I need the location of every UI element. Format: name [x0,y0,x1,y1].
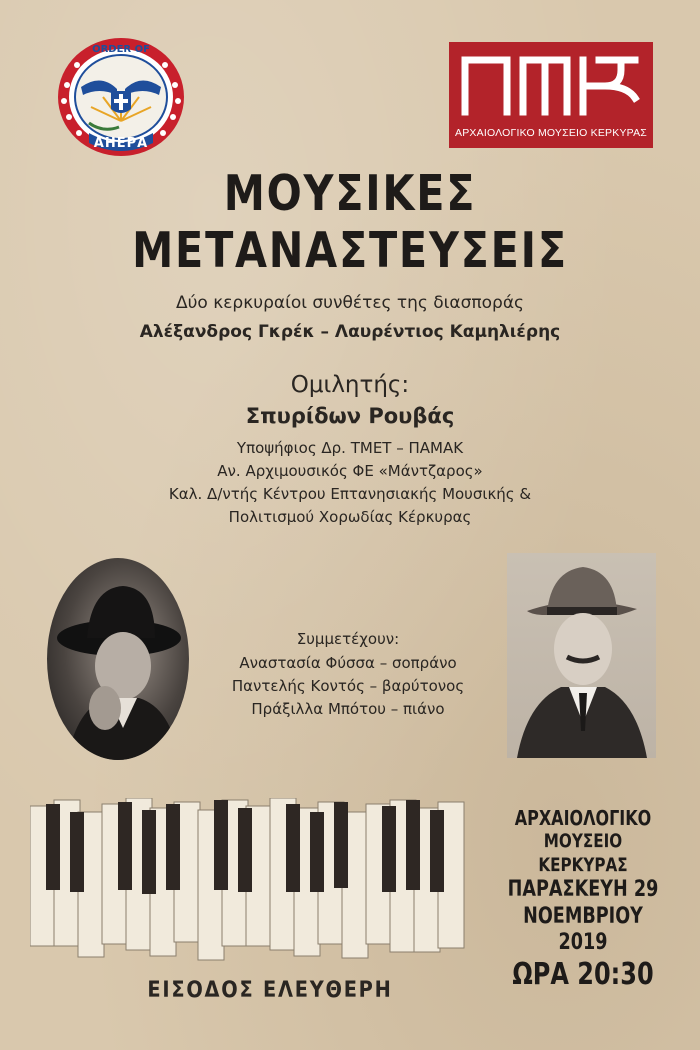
speaker-name: Σπυρίδων Ρουβάς [245,404,455,428]
portrait-right [507,553,656,758]
speaker-credential: Καλ. Δ/ντής Κέντρου Επτανησιακής Μουσικής & [168,485,532,503]
speaker-label: Ομιλητής: [290,372,410,398]
museum-monogram-icon [449,42,653,122]
participant-item: Πράξιλλα Μπότου – πιάνο [251,700,445,718]
event-title [0,164,700,280]
ahepa-bottom-text: ΑΗΕΡΑ [93,136,149,151]
speaker-credential: Αν. Αρχιμουσικός ΦΕ «Μάντζαρος» [217,462,483,480]
piano-keys-illustration [30,798,472,963]
venue-line-1: ΑΡΧΑΙΟΛΟΓΙΚΟ [514,806,652,830]
title-line-2: ΜΕΤΑΝΑΣΤΕΥΣΕΙΣ [132,221,568,280]
participant-item: Παντελής Κοντός – βαρύτονος [231,677,465,695]
title-line-1: ΜΟΥΣΙΚΕΣ [223,164,477,223]
speaker-credential: Πολιτισμού Χορωδίας Κέρκυρας [228,508,472,526]
date-line-2: ΝΟΕΜΒΡΙΟΥ 2019 [523,903,643,956]
museum-logo [449,42,653,148]
museum-caption: ΑΡΧΑΙΟΛΟΓΙΚΟ ΜΟΥΣΕΙΟ ΚΕΡΚΥΡΑΣ [455,127,647,139]
participant-item: Αναστασία Φύσσα – σοπράνο [239,654,457,672]
venue-line-2: ΜΟΥΣΕΙΟ ΚΕΡΚΥΡΑΣ [538,830,628,876]
subtitle-line-2: Αλέξανδρος Γκρέκ – Λαυρέντιος Καμηλιέρης [139,322,561,342]
speaker-credential: Υποψήφιος Δρ. ΤΜΕΤ – ΠΑΜΑΚ [236,439,464,457]
ahepa-top-text: ORDER OF [92,44,150,55]
venue-date-block [478,806,688,994]
participants-label: Συμμετέχουν: [296,630,400,648]
free-entry-text: ΕΙΣΟΔΟΣ ΕΛΕΥΘΕΡΗ [147,978,393,1003]
ahepa-logo [55,35,187,159]
portrait-left [47,558,189,760]
date-line-1: ΠΑΡΑΣΚΕΥΗ 29 [507,876,659,902]
time-line: ΩΡΑ 20:30 [512,957,654,993]
subtitle-line-1: Δύο κερκυραίοι συνθέτες της διασποράς [175,293,525,313]
